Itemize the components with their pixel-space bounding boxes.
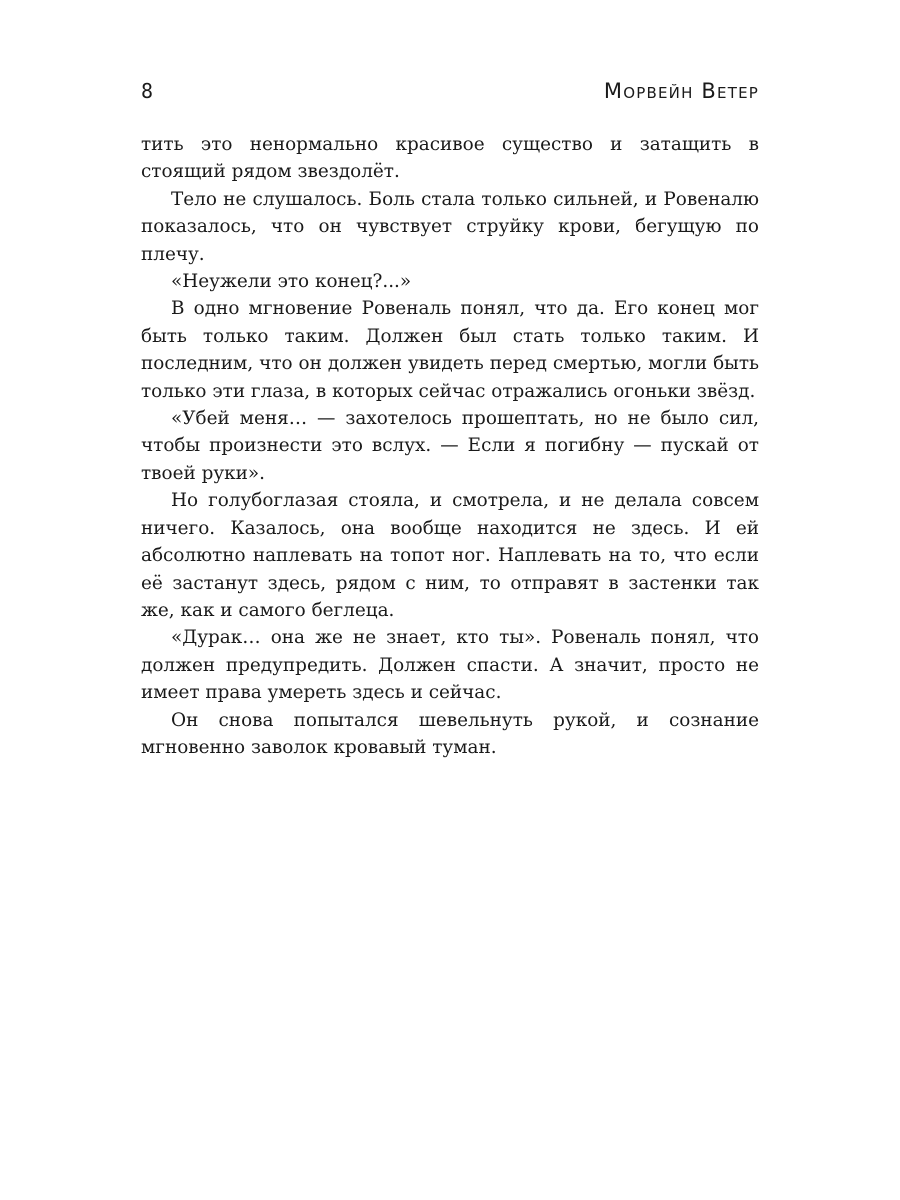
body-text	[141, 131, 759, 761]
paragraph: В одно мгновение Ровеналь понял, что да. Его конец мог быть только таким. Должен был стать только таким. И последним, что он должен увидеть перед смертью, могли быть только эти глаза, в которых сейчас отражались огоньки звёзд.	[141, 298, 759, 402]
paragraph: Он снова попытался шевельнуть рукой, и сознание мгновенно заволок кровавый туман.	[141, 709, 759, 758]
paragraph: Тело не слушалось. Боль стала только сильней, и Ровеналю показалось, что он чувствует струйку крови, бегущую по плечу.	[141, 188, 759, 265]
paragraph: «Дурак… она же не знает, кто ты». Ровеналь понял, что должен предупредить. Должен спасти. А значит, просто не имеет права умереть здесь и сейчас.	[141, 627, 759, 704]
paragraph: Но голубоглазая стояла, и смотрела, и не делала совсем ничего. Казалось, она вообще находится не здесь. И ей абсолютно наплевать на топот ног. Наплевать на то, что если её застанут здесь, рядом с ним, то отправят в застенки так же, как и самого беглеца.	[141, 490, 759, 621]
paragraph: «Неужели это конец?...»	[171, 271, 412, 293]
paragraph: «Убей меня… — захотелось прошептать, но не было сил, чтобы произнести это вслух. — Если я погибну — пускай от твоей руки».	[141, 408, 759, 484]
running-title: Морвейн Ветер	[603, 79, 759, 103]
paragraph-continued: тить это ненормально красивое существо и затащить в стоящий рядом звездолёт.	[141, 134, 759, 183]
page-number: 8	[141, 79, 154, 103]
page-header	[141, 76, 759, 108]
